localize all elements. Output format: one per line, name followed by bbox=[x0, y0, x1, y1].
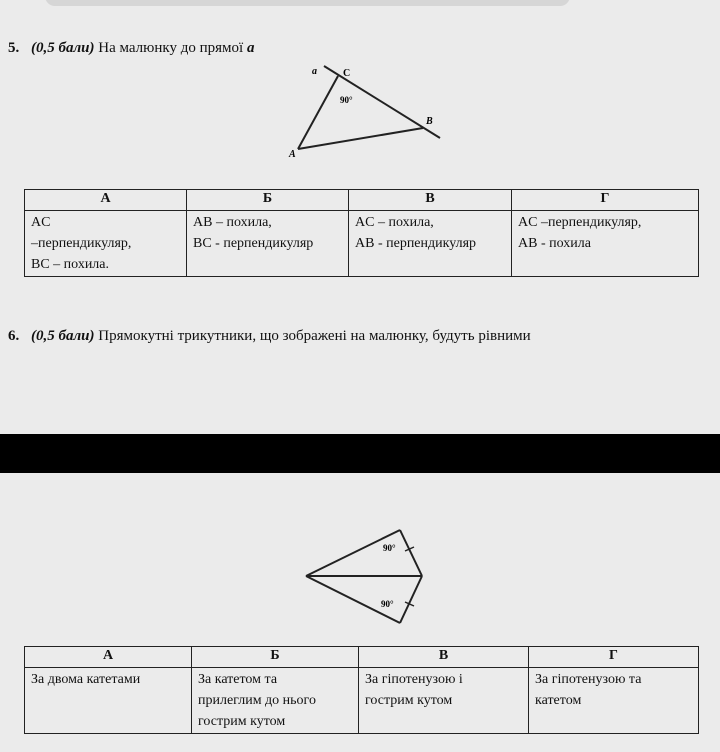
bottom-leg bbox=[400, 576, 422, 623]
option-text: AC – похила, bbox=[355, 215, 434, 230]
option-text: BC – похила. bbox=[31, 257, 110, 272]
top-leg bbox=[400, 530, 422, 576]
question-number: 5. bbox=[8, 40, 20, 56]
option-text: гострим кутом bbox=[365, 693, 453, 708]
option-text: прилеглим до нього bbox=[198, 693, 316, 708]
line-name: a bbox=[246, 40, 255, 56]
options-row bbox=[25, 668, 699, 734]
question-points: (0,5 бали) bbox=[31, 328, 95, 344]
option-text: AB – похила, bbox=[193, 215, 272, 230]
options-row bbox=[25, 211, 699, 277]
segment-ac bbox=[298, 76, 338, 149]
option-text: AC –перпендикуляр, bbox=[518, 215, 642, 230]
option-header-b: Б bbox=[192, 647, 359, 668]
option-g[interactable] bbox=[512, 211, 699, 277]
option-text: катетом bbox=[535, 693, 582, 708]
options-header-row bbox=[25, 190, 699, 211]
label-a: a bbox=[312, 66, 317, 77]
option-header-g: Г bbox=[529, 647, 699, 668]
question-6-options-table bbox=[24, 646, 699, 734]
option-text: AB - перпендикуляр bbox=[355, 236, 477, 251]
question-6-title bbox=[8, 328, 531, 345]
option-text: За гіпотенузою та bbox=[535, 672, 642, 687]
option-text: гострим кутом bbox=[198, 714, 286, 729]
segment-ab bbox=[298, 128, 423, 149]
question-text: На малюнку до прямої bbox=[98, 40, 244, 56]
question-text: Прямокутні трикутники, що зображені на малюнку, будуть рівними bbox=[98, 328, 531, 344]
question-5-title bbox=[8, 40, 254, 57]
option-header-v: В bbox=[359, 647, 529, 668]
option-v[interactable] bbox=[359, 668, 529, 734]
option-v[interactable] bbox=[349, 211, 512, 277]
black-bar bbox=[0, 434, 720, 473]
question-points: (0,5 бали) bbox=[31, 40, 95, 56]
label-A: A bbox=[289, 149, 296, 160]
question-number: 6. bbox=[8, 328, 20, 344]
top-hypotenuse bbox=[306, 530, 400, 576]
option-header-v: В bbox=[349, 190, 512, 211]
angle-label: 90° bbox=[340, 95, 353, 105]
option-text: AC bbox=[31, 215, 51, 230]
option-text: За двома катетами bbox=[31, 672, 141, 687]
option-text: AB - похила bbox=[518, 236, 591, 251]
option-text: BC - перпендикуляр bbox=[193, 236, 314, 251]
option-text: За гіпотенузою і bbox=[365, 672, 463, 687]
option-a[interactable] bbox=[25, 668, 192, 734]
option-text: –перпендикуляр, bbox=[31, 236, 132, 251]
angle-bottom-label: 90° bbox=[381, 599, 394, 609]
option-a[interactable] bbox=[25, 211, 187, 277]
triangles-figure bbox=[300, 525, 430, 630]
question-5-options-table bbox=[24, 189, 699, 277]
perpendicular-figure bbox=[280, 62, 450, 162]
option-g[interactable] bbox=[529, 668, 699, 734]
option-header-a: А bbox=[25, 647, 192, 668]
option-text: За катетом та bbox=[198, 672, 278, 687]
option-header-a: А bbox=[25, 190, 187, 211]
angle-top-label: 90° bbox=[383, 543, 396, 553]
option-header-b: Б bbox=[187, 190, 349, 211]
option-header-g: Г bbox=[512, 190, 699, 211]
label-b: B bbox=[426, 116, 433, 127]
label-c: C bbox=[343, 68, 351, 79]
option-b[interactable] bbox=[192, 668, 359, 734]
option-b[interactable] bbox=[187, 211, 349, 277]
options-header-row bbox=[25, 647, 699, 668]
top-bar bbox=[45, 0, 570, 6]
